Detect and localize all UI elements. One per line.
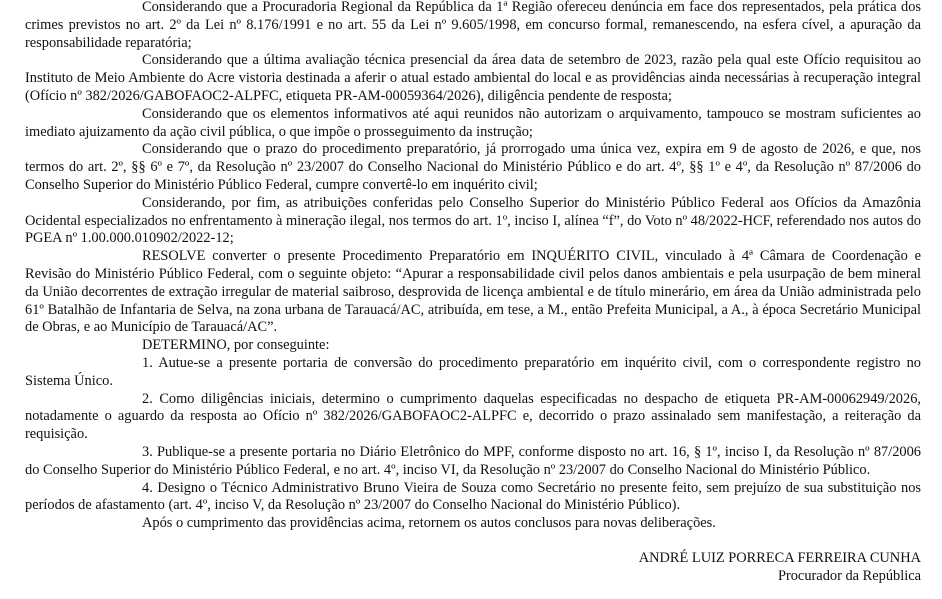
signatory-name: ANDRÉ LUIZ PORRECA FERREIRA CUNHA [638,549,921,566]
paragraph-considerando-prazo: Considerando que o prazo do procedimento preparatório, já prorrogado uma única vez, expira em 9 de agosto de 2026, e que, nos termos do art. 2º, §§ 6º e 7º, da Resolução nº 23/2007 do Conselho Nacional do Ministério Público e do art. 4º, §§ 1º e 4º, da Resolução nº 87/2006 do Conselho Superior do Ministério Público Federal, cumpre convertê-lo em inquérito civil; [25,141,921,193]
paragraph-determino: DETERMINO, por conseguinte: [142,337,330,354]
signature-block [25,550,921,586]
paragraph-considerando-denuncia: Considerando que a Procuradoria Regional da República da 1ª Região ofereceu denúncia em face dos representados, pela prática dos crimes previstos no art. 2º da Lei nº 8.176/1991 e no art. 55 da Lei nº 9.605/1998, em concurso formal, remanescendo, na esfera cível, a apuração da responsabilidade reparatória; [25,0,921,51]
paragraph-closing: Após o cumprimento das providências acima, retornem os autos conclusos para novas deliberações. [142,515,716,532]
paragraph-considerando-elementos-informativos: Considerando que os elementos informativos até aqui reunidos não autorizam o arquivamento, tampouco se mostram suficientes ao imediato ajuizamento da ação civil pública, o que impõe o prosseguimento da instrução; [25,105,921,140]
signatory-title: Procurador da República [777,567,921,584]
paragraph-considerando-avaliacao-tecnica: Considerando que a última avaliação técnica presencial da área data de setembro de 2023, razão pela qual este Ofício requisitou ao Instituto de Meio Ambiente do Acre vistoria destinada a aferir o atual estado ambiental do local e as providências ainda necessárias à recuperação integral (Ofício nº 382/2026/GABOFAOC2-ALPFC, etiqueta PR-AM-00059364/2026), diligência pendente de resposta; [25,52,921,104]
paragraph-resolve: RESOLVE converter o presente Procedimento Preparatório em INQUÉRITO CIVIL, vinculado à 4ª Câmara de Coordenação e Revisão do Ministério Público Federal, com o seguinte objeto: “Apurar a responsabilidade civil pelos danos ambientais e pela usurpação de bem mineral da União decorrentes de extração irregular de material saibroso, desprovida de licença ambiental e de título minerário, em área da União administrada pelo 61º Batalhão de Infantaria de Selva, na zona urbana de Tarauacá/AC, atribuída, em tese, a M., então Prefeita Municipal, a A., à época Secretário Municipal de Obras, e ao Município de Tarauacá/AC”. [25,248,921,336]
paragraph-item-2: 2. Como diligências iniciais, determino o cumprimento daquelas especificadas no despacho de etiqueta PR-AM-00062949/2026, notadamente o aguardo da resposta ao Ofício nº 382/2026/GABOFAOC2-ALPFC e, decorrido o prazo assinalado sem manifestação, a reiteração da requisição. [25,390,921,443]
paragraph-item-4: 4. Designo o Técnico Administrativo Bruno Vieira de Souza como Secretário no presente feito, sem prejuízo de sua substituição nos períodos de afastamento (art. 4º, inciso V, da Resolução nº 23/2007 do Conselho Nacional do Ministério Público). [25,479,921,514]
paragraph-item-1: 1. Autue-se a presente portaria de conversão do procedimento preparatório em inquérito civil, com o correspondente registro no Sistema Único. [25,354,921,389]
paragraph-item-3: 3. Publique-se a presente portaria no Diário Eletrônico do MPF, conforme disposto no art. 16, § 1º, inciso I, da Resolução nº 87/2006 do Conselho Superior do Ministério Público Federal, e no art. 4º, inciso VI, da Resolução nº 23/2007 do Conselho Nacional do Ministério Público. [25,443,921,478]
paragraph-considerando-atribuicoes: Considerando, por fim, as atribuições conferidas pelo Conselho Superior do Ministério Público Federal aos Ofícios da Amazônia Ocidental especializados no enfrentamento à mineração ilegal, nos termos do art. 1º, inciso I, alínea “f”, do Voto nº 48/2022-HCF, referendado nos autos do PGEA nº 1.00.000.010902/2022-12; [25,194,921,247]
